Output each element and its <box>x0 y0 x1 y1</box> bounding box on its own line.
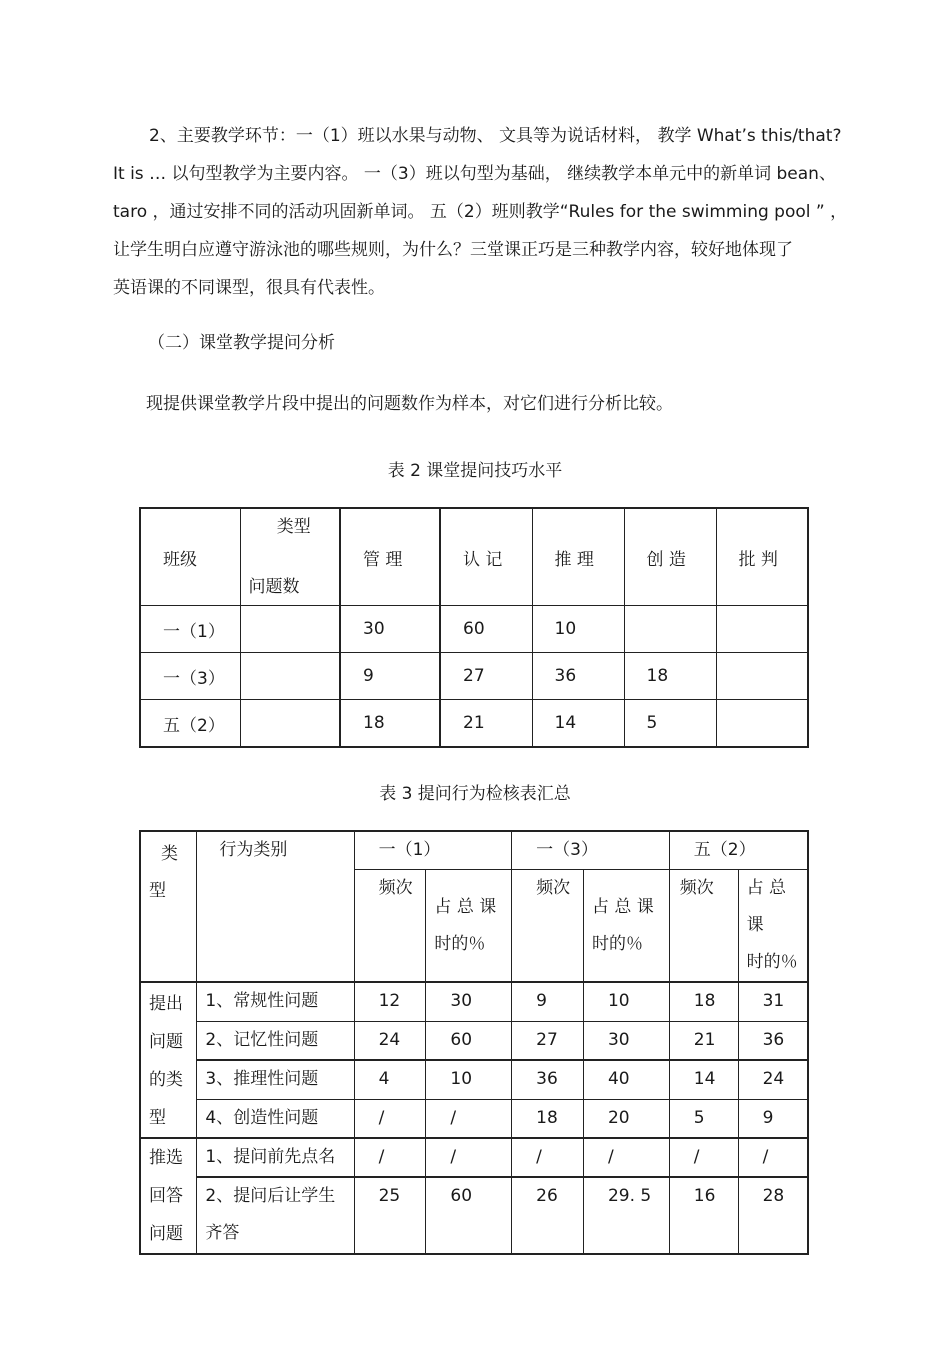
table2-caption: 表 2 课堂提问技巧水平 <box>387 461 563 481</box>
cell: / <box>583 1138 669 1177</box>
header-pct-line: 时的％ <box>434 933 486 954</box>
header-freq: 频次 <box>669 870 738 983</box>
header-pct <box>738 870 808 983</box>
cell: / <box>426 1138 512 1177</box>
header-type <box>140 831 197 982</box>
table3-caption: 表 3 提问行为检核表汇总 <box>379 784 571 804</box>
header-pct <box>583 870 669 983</box>
cell: 9 <box>512 982 584 1021</box>
cell: 21 <box>440 700 532 748</box>
table-row <box>140 1060 808 1099</box>
table-row <box>140 1177 808 1254</box>
row-type <box>240 606 340 653</box>
cell: 10 <box>532 606 624 653</box>
cell: 10 <box>426 1060 512 1099</box>
header-row-1 <box>140 831 808 870</box>
cell: 60 <box>426 1021 512 1060</box>
cell <box>624 606 716 653</box>
table-row <box>140 982 808 1021</box>
header-freq: 频次 <box>354 870 426 983</box>
row-class: 一（1） <box>140 606 240 653</box>
table-row <box>140 1021 808 1060</box>
header-group: 五（2） <box>669 831 808 870</box>
header-type-line: 型 <box>149 881 166 901</box>
group-label <box>140 1138 197 1254</box>
cell: 60 <box>426 1177 512 1254</box>
cell: 26 <box>512 1177 584 1254</box>
cell <box>716 606 808 653</box>
header-pct-line: 时的％ <box>591 933 643 954</box>
cell: 27 <box>512 1021 584 1060</box>
cell: / <box>738 1138 808 1177</box>
cell: 14 <box>532 700 624 748</box>
table-row <box>140 700 808 748</box>
group-label-line: 型 <box>149 1108 166 1128</box>
table-header-row <box>140 508 808 606</box>
body-paragraph <box>113 126 885 316</box>
cell <box>716 700 808 748</box>
paragraph-line: It is … 以句型教学为主要内容。 一（3）班以句型为基础， 继续教学本单元中的新单词 bean、 <box>113 164 836 184</box>
group-label-line: 问题 <box>149 1224 183 1244</box>
cell: 5 <box>669 1099 738 1138</box>
row-class: 一（3） <box>140 653 240 700</box>
cell: 18 <box>624 653 716 700</box>
cell: 31 <box>738 982 808 1021</box>
behavior-cell: 3、推理性问题 <box>197 1060 354 1099</box>
cell: 40 <box>583 1060 669 1099</box>
cell: / <box>354 1138 426 1177</box>
cell: 12 <box>354 982 426 1021</box>
group-label-line: 回答 <box>149 1186 183 1206</box>
header-col: 管 理 <box>340 508 440 606</box>
cell: 24 <box>738 1060 808 1099</box>
behavior-cell <box>197 1177 354 1254</box>
header-group: 一（1） <box>354 831 512 870</box>
cell: 18 <box>669 982 738 1021</box>
cell: / <box>512 1138 584 1177</box>
behavior-cell: 2、记忆性问题 <box>197 1021 354 1060</box>
behavior-cell: 1、常规性问题 <box>197 982 354 1021</box>
cell: / <box>669 1138 738 1177</box>
header-pct-line: 占 总 课 <box>746 878 786 935</box>
cell: / <box>354 1099 426 1138</box>
header-col: 批 判 <box>716 508 808 606</box>
header-col: 认 记 <box>440 508 532 606</box>
header-type <box>240 508 340 606</box>
row-type <box>240 653 340 700</box>
header-col: 推 理 <box>532 508 624 606</box>
cell: 60 <box>440 606 532 653</box>
cell: 24 <box>354 1021 426 1060</box>
header-pct-line: 占 总 课 <box>434 896 497 917</box>
paragraph-line: 2、主要教学环节：一（1）班以水果与动物、 文具等为说话材料， 教学 What’s this/that? <box>149 126 842 146</box>
cell: 18 <box>340 700 440 748</box>
section-heading: （二）课堂教学提问分析 <box>148 333 335 353</box>
paragraph-line: taro ，通过安排不同的活动巩固新单词。 五（2）班则教学“Rules for the swimming pool ” ， <box>113 202 848 222</box>
row-class: 五（2） <box>140 700 240 748</box>
group-label-line: 提出 <box>149 994 183 1014</box>
cell: 36 <box>532 653 624 700</box>
behavior-line: 齐答 <box>205 1223 240 1244</box>
table-row <box>140 1099 808 1138</box>
table-question-behavior-checklist <box>139 830 809 1255</box>
cell: / <box>426 1099 512 1138</box>
cell: 20 <box>583 1099 669 1138</box>
cell <box>716 653 808 700</box>
cell: 16 <box>669 1177 738 1254</box>
cell: 10 <box>583 982 669 1021</box>
cell: 30 <box>583 1021 669 1060</box>
cell: 21 <box>669 1021 738 1060</box>
behavior-cell: 4、创造性问题 <box>197 1099 354 1138</box>
cell: 27 <box>440 653 532 700</box>
table-row <box>140 606 808 653</box>
header-group: 一（3） <box>512 831 670 870</box>
row-type <box>240 700 340 748</box>
group-label <box>140 982 197 1138</box>
cell: 29. 5 <box>583 1177 669 1254</box>
cell: 30 <box>426 982 512 1021</box>
header-col: 创 造 <box>624 508 716 606</box>
paragraph-line: 英语课的不同课型，很具有代表性。 <box>113 278 385 298</box>
header-type-line: 类 <box>161 844 178 864</box>
cell: 28 <box>738 1177 808 1254</box>
cell: 18 <box>512 1099 584 1138</box>
cell: 4 <box>354 1060 426 1099</box>
cell: 30 <box>340 606 440 653</box>
group-label-line: 推选 <box>149 1148 183 1168</box>
header-pct-line: 占 总 课 <box>591 896 654 917</box>
table-row <box>140 653 808 700</box>
cell: 9 <box>340 653 440 700</box>
header-class: 班级 <box>140 508 240 606</box>
intro-text: 现提供课堂教学片段中提出的问题数作为样本，对它们进行分析比较。 <box>146 394 673 414</box>
behavior-cell: 1、提问前先点名 <box>197 1138 354 1177</box>
header-behavior: 行为类别 <box>197 831 354 982</box>
paragraph-line: 让学生明白应遵守游泳池的哪些规则，为什么？三堂课正巧是三种教学内容，较好地体现了 <box>113 240 793 260</box>
group-label-line: 问题 <box>149 1032 183 1052</box>
cell: 14 <box>669 1060 738 1099</box>
behavior-line: 2、提问后让学生 <box>205 1186 336 1207</box>
group-label-line: 的类 <box>149 1070 183 1090</box>
table-row <box>140 1138 808 1177</box>
header-type-top: 类型 <box>276 517 311 537</box>
cell: 9 <box>738 1099 808 1138</box>
table-question-skill-level <box>139 507 809 748</box>
header-pct <box>426 870 512 983</box>
header-pct-line: 时的％ <box>746 952 798 972</box>
cell: 36 <box>512 1060 584 1099</box>
header-type-bottom: 问题数 <box>248 577 300 597</box>
header-freq: 频次 <box>512 870 584 983</box>
cell: 36 <box>738 1021 808 1060</box>
cell: 5 <box>624 700 716 748</box>
cell: 25 <box>354 1177 426 1254</box>
